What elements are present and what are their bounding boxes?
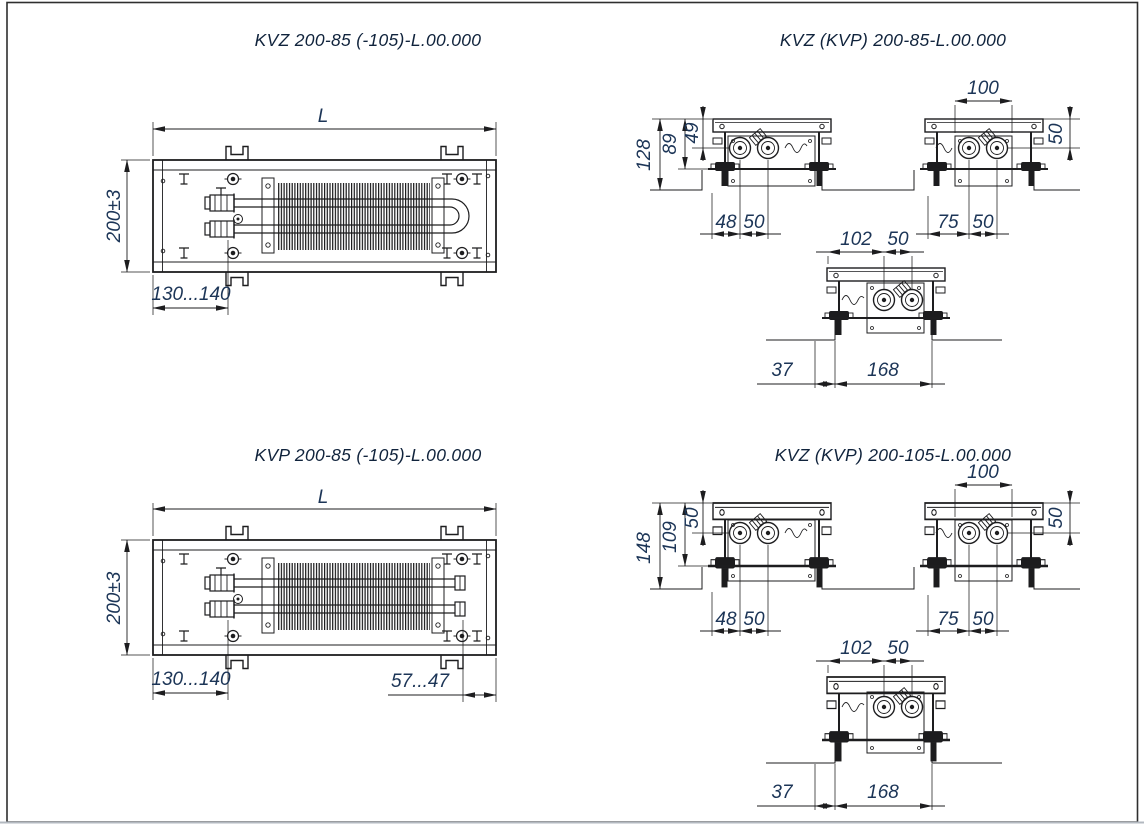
dim-outlet-offset: 57...47 bbox=[390, 671, 450, 692]
kvp-valves bbox=[205, 568, 243, 619]
pipe-fitting bbox=[758, 138, 779, 159]
pipe-fitting bbox=[730, 523, 751, 544]
dim-pipe-spacing: 50 bbox=[743, 609, 765, 630]
right-plate bbox=[432, 558, 444, 633]
dim-inlet-offset: 130...140 bbox=[151, 284, 231, 305]
kvp-plan-view bbox=[104, 445, 496, 702]
dim-edge-to-pipe: 48 bbox=[715, 212, 737, 233]
s85-title: KVZ (KVP) 200-85-L.00.000 bbox=[779, 30, 1007, 50]
kvp-title: KVP 200-85 (-105)-L.00.000 bbox=[254, 445, 482, 465]
pipe-fitting bbox=[987, 138, 1008, 159]
pipe-fitting bbox=[730, 138, 751, 159]
s105-left-dims bbox=[634, 490, 781, 636]
dim-overall-height: 148 bbox=[634, 532, 655, 564]
s105-side-section-left bbox=[634, 490, 878, 636]
sections-85 bbox=[634, 30, 1080, 388]
dim-pipe-axis: 50 bbox=[1046, 507, 1067, 529]
squiggle bbox=[785, 529, 807, 538]
squiggle bbox=[785, 144, 807, 153]
dim-pipe-axis: 50 bbox=[682, 507, 703, 529]
dim-edge-to-pipe: 102 bbox=[840, 229, 872, 250]
right-plate bbox=[432, 178, 444, 253]
dim-ledge: 37 bbox=[771, 782, 793, 803]
pipe-fitting bbox=[959, 523, 980, 544]
dim-trench-width: 168 bbox=[867, 360, 899, 381]
dim-pipe-axis: 49 bbox=[682, 122, 703, 144]
u-bend bbox=[444, 199, 469, 233]
dim-edge-to-pipe: 75 bbox=[937, 212, 959, 233]
dim-length: L bbox=[317, 487, 329, 508]
pipe-fitting bbox=[902, 290, 923, 311]
dim-pipe-spacing: 50 bbox=[972, 212, 994, 233]
left-plate bbox=[262, 178, 274, 253]
sheet-frame bbox=[0, 3, 1144, 823]
dim-pipe-spacing: 50 bbox=[972, 609, 994, 630]
dim-edge-to-pipe: 102 bbox=[840, 638, 872, 659]
s85-left-dims bbox=[634, 106, 781, 239]
sections-105 bbox=[634, 445, 1080, 810]
dim-body-height: 89 bbox=[660, 133, 681, 155]
dim-inlet-offset: 130...140 bbox=[151, 669, 231, 690]
dim-pipe-spacing: 50 bbox=[887, 638, 909, 659]
dim-width: 200±3 bbox=[104, 189, 125, 243]
s85-side-section-left bbox=[634, 106, 878, 239]
squiggle bbox=[842, 296, 864, 305]
pipe-fitting bbox=[987, 523, 1008, 544]
squiggle bbox=[936, 144, 952, 153]
dim-width: 200±3 bbox=[104, 571, 125, 625]
s85-end-dims bbox=[757, 229, 945, 388]
pipe-fitting bbox=[874, 290, 895, 311]
kvz-plan-view bbox=[104, 30, 496, 315]
s105-end-section bbox=[757, 638, 1002, 810]
dim-length: L bbox=[317, 106, 329, 127]
kvz-title: KVZ 200-85 (-105)-L.00.000 bbox=[254, 30, 482, 50]
s105-end-dims bbox=[757, 638, 945, 810]
dim-plate-width: 100 bbox=[967, 462, 999, 483]
s105-right-dims bbox=[916, 462, 1080, 636]
dim-pipe-axis: 50 bbox=[1046, 123, 1067, 145]
dim-trench-width: 168 bbox=[867, 782, 899, 803]
pipe-fitting bbox=[758, 523, 779, 544]
s105-side-section-right bbox=[878, 462, 1080, 636]
s85-end-section bbox=[757, 229, 1002, 388]
dim-overall-height: 128 bbox=[634, 139, 655, 171]
dim-plate-width: 100 bbox=[967, 78, 999, 99]
s105-title: KVZ (KVP) 200-105-L.00.000 bbox=[774, 445, 1012, 465]
heat-exchanger-fins bbox=[277, 183, 430, 250]
dim-edge-to-pipe: 48 bbox=[715, 609, 737, 630]
pipe-fitting bbox=[874, 697, 895, 718]
pipe-fitting bbox=[959, 138, 980, 159]
left-plate bbox=[262, 558, 274, 633]
dim-edge-to-pipe: 75 bbox=[937, 609, 959, 630]
dim-ledge: 37 bbox=[771, 360, 793, 381]
dim-pipe-spacing: 50 bbox=[887, 229, 909, 250]
s85-side-section-right bbox=[878, 78, 1080, 239]
kvz-valves bbox=[205, 188, 243, 239]
pipe-fitting bbox=[902, 697, 923, 718]
squiggle bbox=[936, 529, 952, 538]
heat-exchanger-fins bbox=[277, 563, 430, 630]
dim-pipe-spacing: 50 bbox=[743, 212, 765, 233]
dim-body-height: 109 bbox=[660, 521, 681, 553]
squiggle bbox=[842, 703, 864, 712]
